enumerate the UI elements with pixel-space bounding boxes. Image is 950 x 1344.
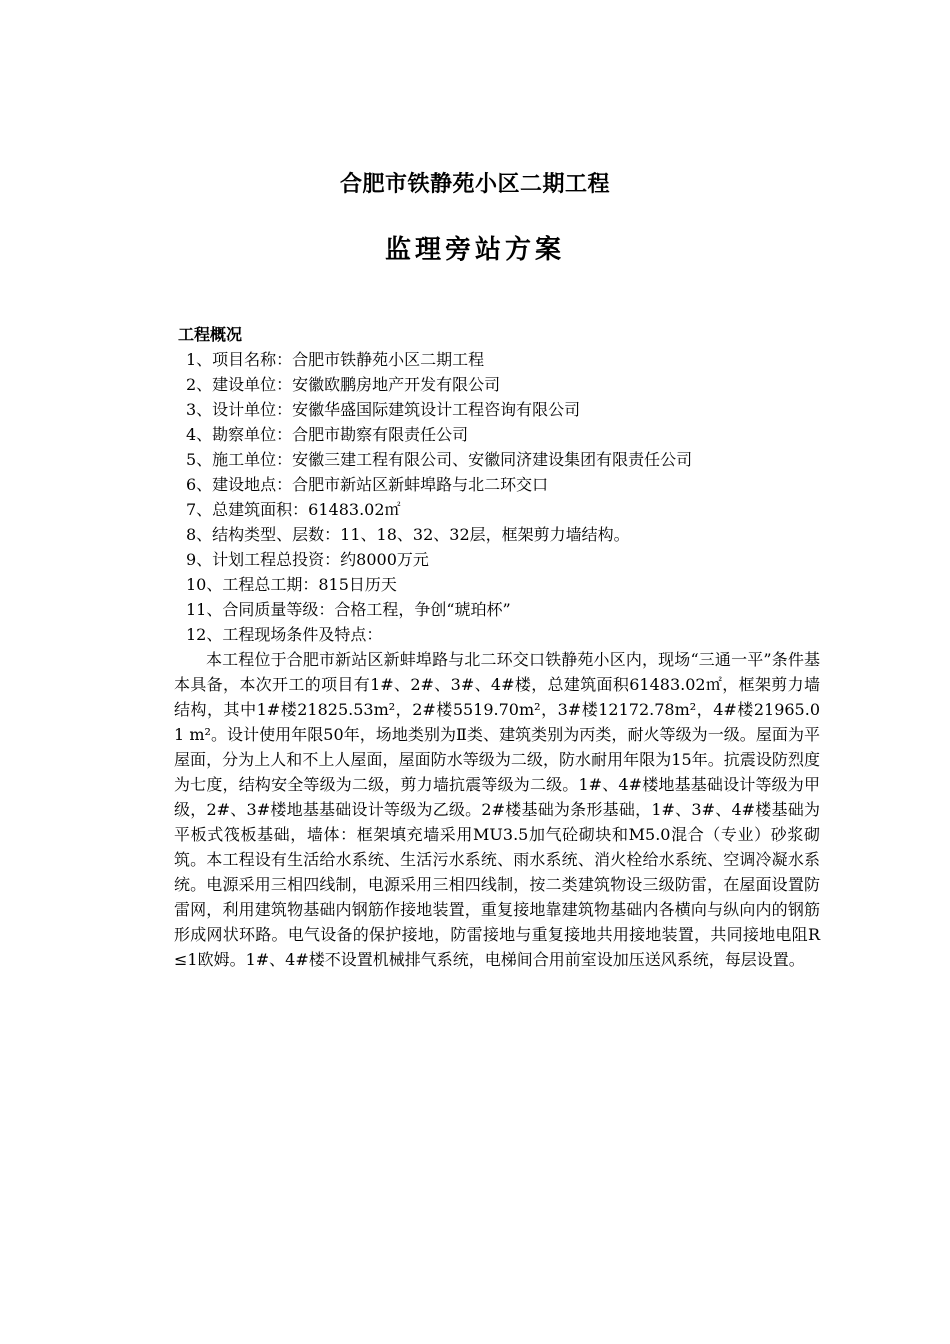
list-item: 10、工程总工期：815日历天 xyxy=(186,575,397,594)
project-info-list xyxy=(186,347,826,647)
list-item: 1、项目名称：合肥市铁静苑小区二期工程 xyxy=(186,350,485,369)
section-heading: 工程概况 xyxy=(178,325,243,344)
list-item: 6、建设地点：合肥市新站区新蚌埠路与北二环交口 xyxy=(186,475,549,494)
list-item: 5、施工单位：安徽三建工程有限公司、安徽同济建设集团有限责任公司 xyxy=(186,450,693,469)
site-conditions-paragraph: 本工程位于合肥市新站区新蚌埠路与北二环交口铁静苑小区内，现场“三通一平”条件基本具备，本次开工的项目有1#、2#、3#、4#楼，总建筑面积61483.02㎡，框架剪力墙结构，其中1#楼21825.53m²，2#楼5519.70m²，3#楼12172.78m²，4#楼21965.01 m²。设计使用年限50年，场地类别为Ⅱ类、建筑类别为丙类，耐火等级为一级。屋面为平屋面，分为上人和不上人屋面，屋面防水等级为二级，防水耐用年限为15年。抗震设防烈度为七度，结构安全等级为二级，剪力墙抗震等级为二级。1#、4#楼地基基础设计等级为甲级，2#、3#楼地基基础设计等级为乙级。2#楼基础为条形基础，1#、3#、4#楼基础为平板式筏板基础，墙体：框架填充墙采用MU3.5加气砼砌块和M5.0混合（专业）砂浆砌筑。本工程设有生活给水系统、生活污水系统、雨水系统、消火栓给水系统、空调冷凝水系统。电源采用三相四线制，电源采用三相四线制，按二类建筑物设三级防雷，在屋面设置防雷网，利用建筑物基础内钢筋作接地装置，重复接地靠建筑物基础内各横向与纵向内的钢筋形成网状环路。电气设备的保护接地，防雷接地与重复接地共用接地装置，共同接地电阻R≤1欧姆。1#、4#楼不设置机械排气系统，电梯间合用前室设加压送风系统，每层设置。 xyxy=(174,650,820,969)
list-item: 12、工程现场条件及特点： xyxy=(186,625,383,644)
document-title: 合肥市铁静苑小区二期工程 xyxy=(339,172,610,197)
list-item: 7、总建筑面积：61483.02㎡ xyxy=(186,500,401,519)
list-item: 4、勘察单位：合肥市勘察有限责任公司 xyxy=(186,425,469,444)
list-item: 11、合同质量等级：合格工程，争创“琥珀杯” xyxy=(186,600,511,619)
document-subtitle: 监理旁站方案 xyxy=(384,235,565,265)
list-item: 8、结构类型、层数：11、18、32、32层，框架剪力墙结构。 xyxy=(186,525,630,544)
list-item: 3、设计单位：安徽华盛国际建筑设计工程咨询有限公司 xyxy=(186,400,581,419)
list-item: 9、计划工程总投资：约8000万元 xyxy=(186,550,429,569)
list-item: 2、建设单位：安徽欧鹏房地产开发有限公司 xyxy=(186,375,501,394)
